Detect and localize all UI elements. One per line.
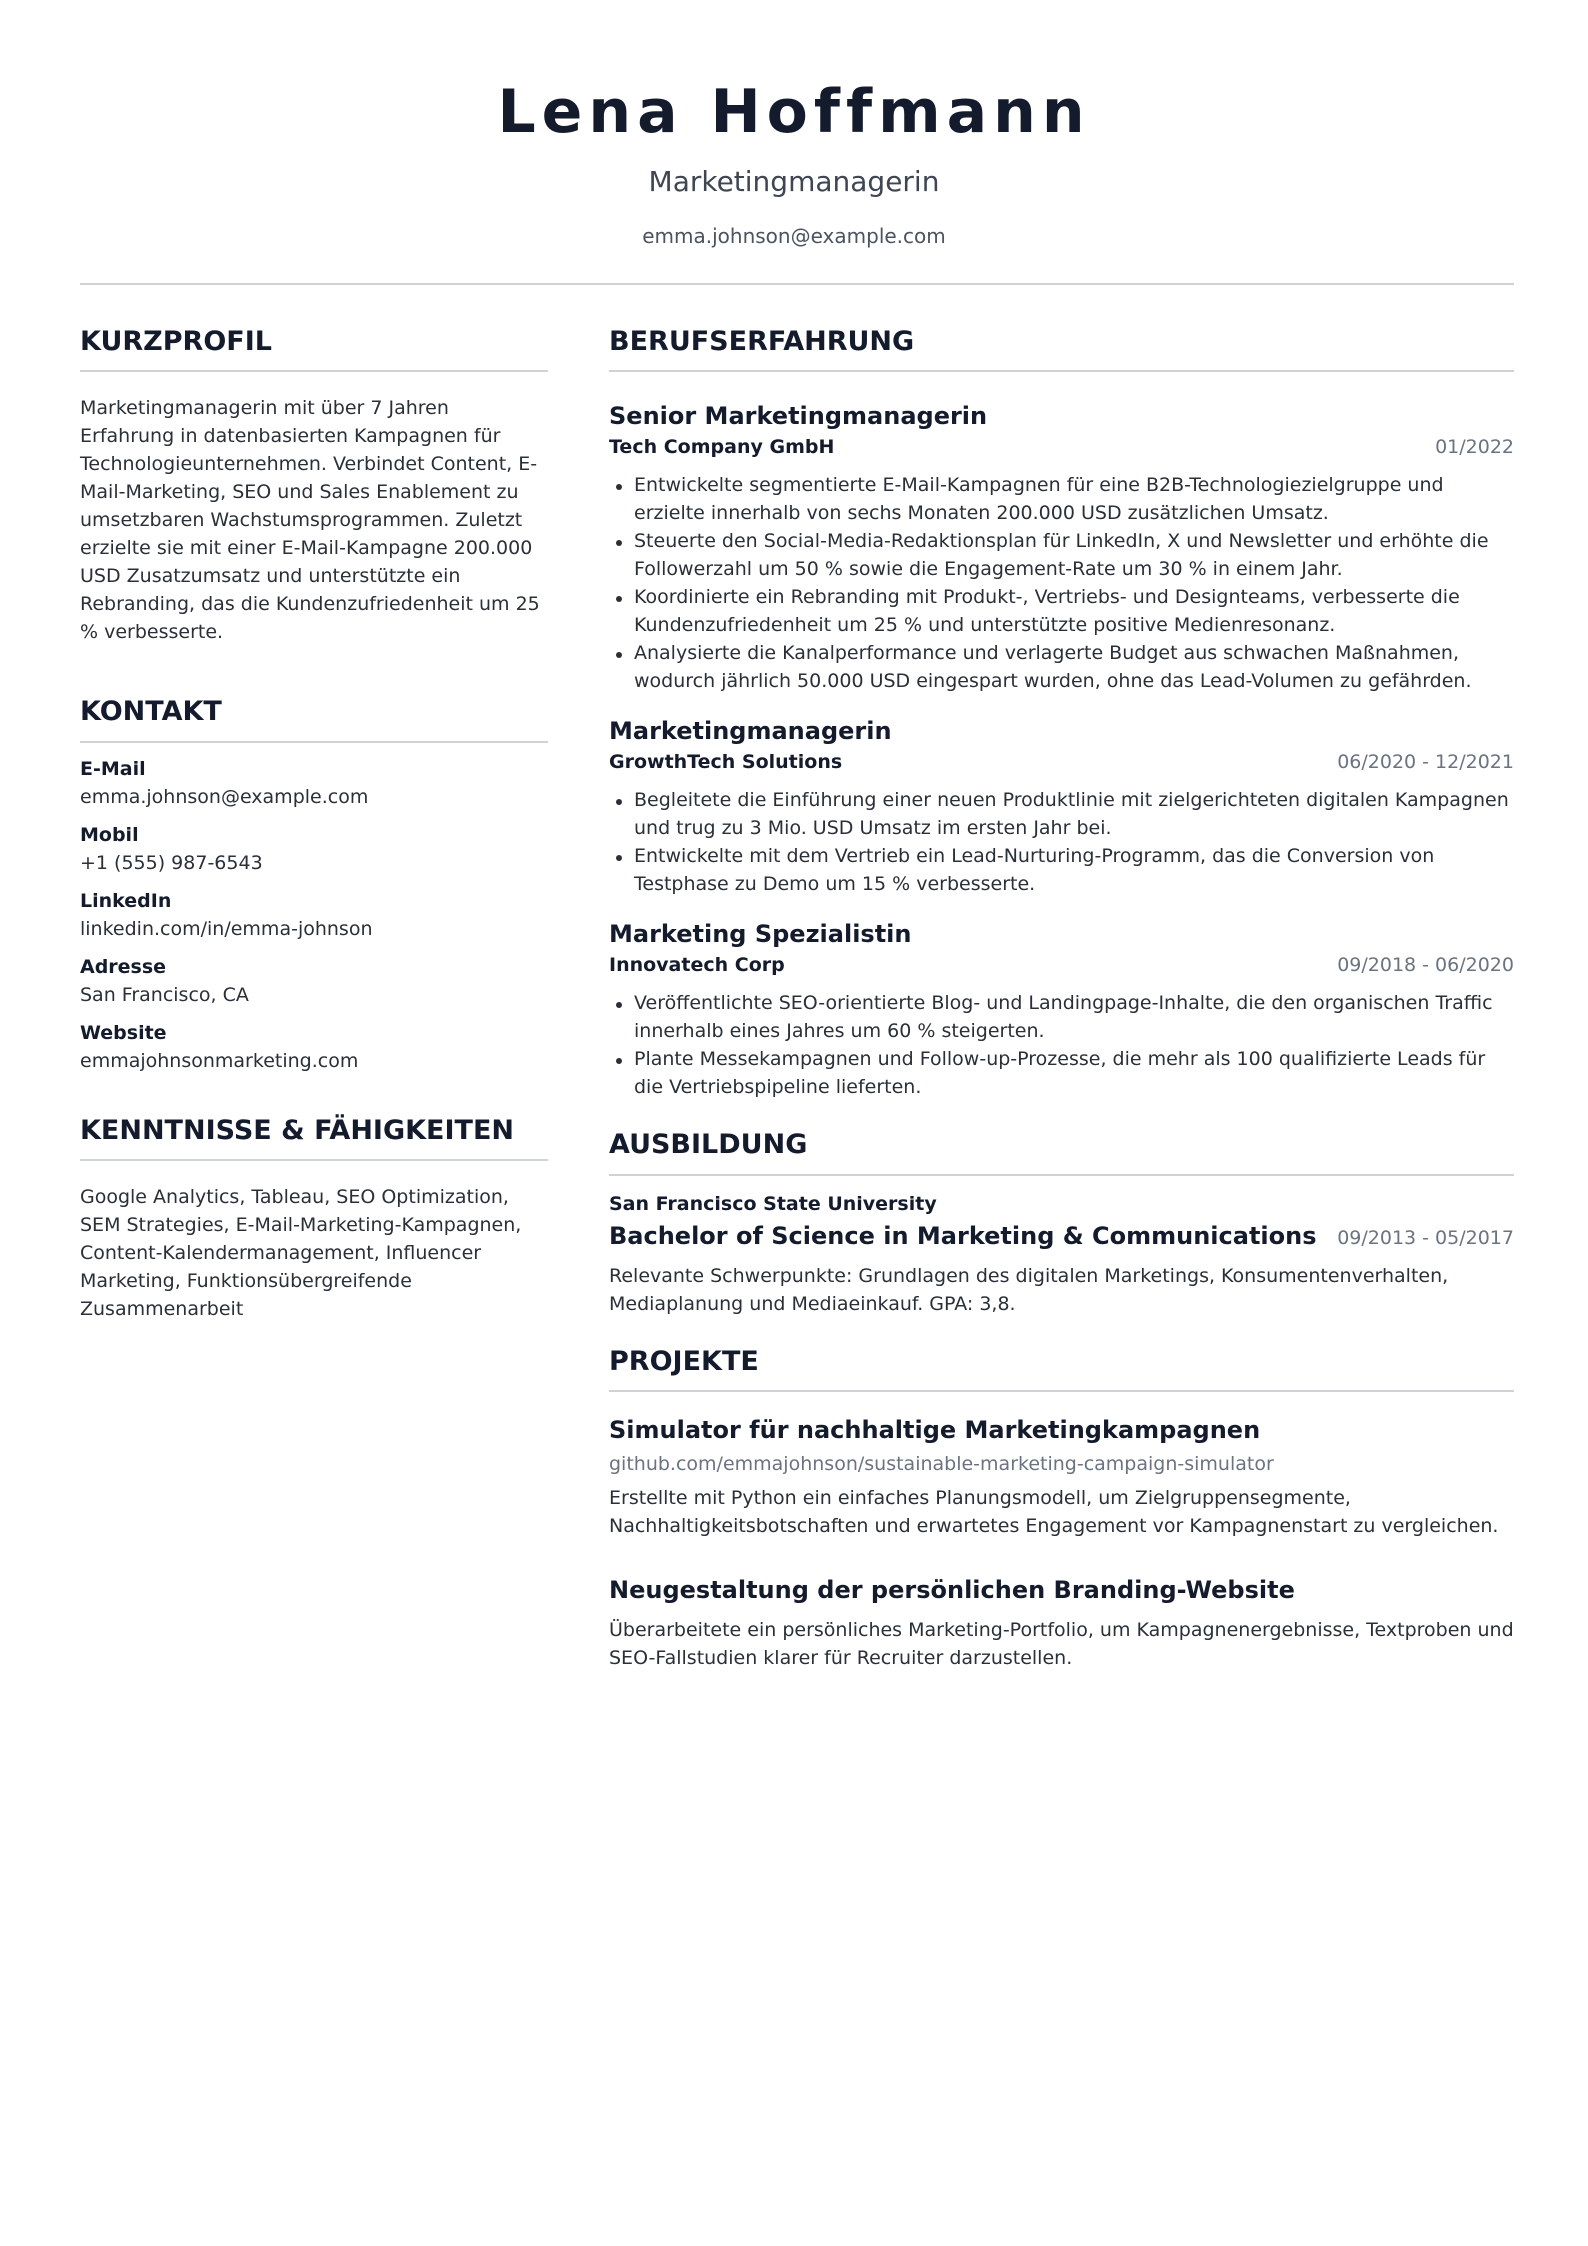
contact-item-email [80, 755, 548, 811]
job-bullet: Plante Messekampagnen und Follow-up-Prozesse, die mehr als 100 qualifizierte Leads für die Vertriebspipeline lieferten. [609, 1045, 1514, 1101]
job-bullets [609, 471, 1514, 695]
contact-label: E-Mail [80, 757, 146, 780]
education-date: 09/2013 - 05/2017 [1337, 1226, 1514, 1249]
project-entry [609, 1414, 1514, 1540]
contact-label: Adresse [80, 955, 167, 978]
job-title: Marketing Spezialistin [609, 920, 912, 949]
summary-text: Marketingmanagerin mit über 7 Jahren Erfahrung in datenbasierten Kampagnen für Technologieunternehmen. Verbindet Content, E-Mail-Marketing, SEO und Sales Enablement zu umsetzbaren Wachstumsprogrammen. Zuletzt erzielte sie mit einer E-Mail-Kampagne 200.000 USD Zusatzumsatz und unterstützte ein Rebranding, das die Kundenzufriedenheit um 25 % verbesserte. [80, 397, 540, 644]
projects-heading: PROJEKTE [609, 1346, 1514, 1392]
job-entry [609, 918, 1514, 1101]
education-school: San Francisco State University [609, 1192, 937, 1215]
experience-heading: BERUFSERFAHRUNG [609, 326, 1514, 372]
job-meta [609, 951, 1514, 979]
summary-section [80, 326, 548, 646]
candidate-name: Lena Hoffmann [497, 77, 1091, 147]
job-bullet: Entwickelte segmentierte E-Mail-Kampagnen für eine B2B-Technologiezielgruppe und erzielte innerhalb von sechs Monaten 200.000 USD zusätzlichen Umsatz. [609, 471, 1514, 527]
education-row [609, 1220, 1514, 1252]
header-divider [80, 283, 1514, 285]
job-date: 06/2020 - 12/2021 [1337, 751, 1514, 774]
project-title: Neugestaltung der persönlichen Branding-Website [609, 1576, 1295, 1605]
job-bullets [609, 989, 1514, 1101]
job-meta [609, 433, 1514, 461]
project-entry [609, 1574, 1514, 1672]
projects-section [609, 1346, 1514, 1672]
job-entry [609, 400, 1514, 695]
project-description: Erstellte mit Python ein einfaches Planungsmodell, um Zielgruppensegmente, Nachhaltigkeitsbotschaften und erwartetes Engagement vor Kampagnenstart zu vergleichen. [609, 1487, 1499, 1538]
contact-item-phone [80, 821, 548, 877]
contact-label: Mobil [80, 823, 139, 846]
job-date: 09/2018 - 06/2020 [1337, 954, 1514, 977]
job-entry [609, 715, 1514, 898]
contact-item-website [80, 1019, 548, 1075]
contact-item-linkedin [80, 887, 548, 943]
job-bullet: Begleitete die Einführung einer neuen Produktlinie mit zielgerichteten digitalen Kampagnen und trug zu 3 Mio. USD Umsatz im ersten Jahr bei. [609, 786, 1514, 842]
job-date: 01/2022 [1435, 436, 1514, 459]
job-company: Tech Company GmbH [609, 436, 835, 459]
contact-value: San Francisco, CA [80, 983, 249, 1006]
summary-heading: KURZPROFIL [80, 326, 548, 372]
left-column [80, 326, 548, 1323]
skills-heading: KENNTNISSE & FÄHIGKEITEN [80, 1115, 548, 1161]
experience-section [609, 326, 1514, 1101]
job-bullets [609, 786, 1514, 898]
contact-heading: KONTAKT [80, 696, 548, 742]
contact-item-address [80, 953, 548, 1009]
contact-value: emmajohnsonmarketing.com [80, 1049, 359, 1072]
header-email: emma.johnson@example.com [642, 224, 946, 248]
contact-label: Website [80, 1021, 167, 1044]
job-bullet: Veröffentlichte SEO-orientierte Blog- und Landingpage-Inhalte, die den organischen Traffic innerhalb eines Jahres um 60 % steigerten. [609, 989, 1514, 1045]
skills-text: Google Analytics, Tableau, SEO Optimization, SEM Strategies, E-Mail-Marketing-Kampagnen, Content-Kalendermanagement, Influencer Marketing, Funktionsübergreifende Zusammenarbeit [80, 1186, 522, 1321]
education-entry [609, 1190, 1514, 1318]
job-bullet: Koordinierte ein Rebranding mit Produkt-, Vertriebs- und Designteams, verbesserte die Kundenzufriedenheit um 25 % und unterstützte positive Medienresonanz. [609, 583, 1514, 639]
contact-value: emma.johnson@example.com [80, 785, 369, 808]
candidate-title: Marketingmanagerin [648, 165, 940, 198]
education-section [609, 1129, 1514, 1317]
right-column [609, 326, 1514, 1672]
contact-list [80, 755, 548, 1075]
contact-label: LinkedIn [80, 889, 172, 912]
education-degree: Bachelor of Science in Marketing & Communications [609, 1221, 1317, 1250]
job-title: Marketingmanagerin [609, 717, 892, 746]
job-title: Senior Marketingmanagerin [609, 402, 988, 431]
job-bullet: Analysierte die Kanalperformance und verlagerte Budget aus schwachen Maßnahmen, wodurch jährlich 50.000 USD eingespart wurden, ohne das Lead-Volumen zu gefährden. [609, 639, 1514, 695]
skills-section [80, 1115, 548, 1323]
resume-header [0, 0, 1588, 246]
project-title: Simulator für nachhaltige Marketingkampagnen [609, 1416, 1261, 1445]
job-bullet: Entwickelte mit dem Vertrieb ein Lead-Nurturing-Programm, das die Conversion von Testphase zu Demo um 15 % verbesserte. [609, 842, 1514, 898]
contact-value: linkedin.com/in/emma-johnson [80, 917, 373, 940]
contact-section [80, 696, 548, 1074]
job-bullet: Steuerte den Social-Media-Redaktionsplan für LinkedIn, X und Newsletter und erhöhte die Followerzahl um 50 % sowie die Engagement-Rate um 30 % in einem Jahr. [609, 527, 1514, 583]
contact-value: +1 (555) 987-6543 [80, 851, 263, 874]
project-description: Überarbeitete ein persönliches Marketing-Portfolio, um Kampagnenergebnisse, Textproben und SEO-Fallstudien klarer für Recruiter darzustellen. [609, 1619, 1514, 1670]
job-meta [609, 748, 1514, 776]
job-company: Innovatech Corp [609, 954, 785, 977]
education-description: Relevante Schwerpunkte: Grundlagen des digitalen Marketings, Konsumentenverhalten, Mediaplanung und Mediaeinkauf. GPA: 3,8. [609, 1264, 1449, 1315]
education-heading: AUSBILDUNG [609, 1129, 1514, 1175]
project-link[interactable]: github.com/emmajohnson/sustainable-marketing-campaign-simulator [609, 1453, 1274, 1476]
job-company: GrowthTech Solutions [609, 751, 843, 774]
